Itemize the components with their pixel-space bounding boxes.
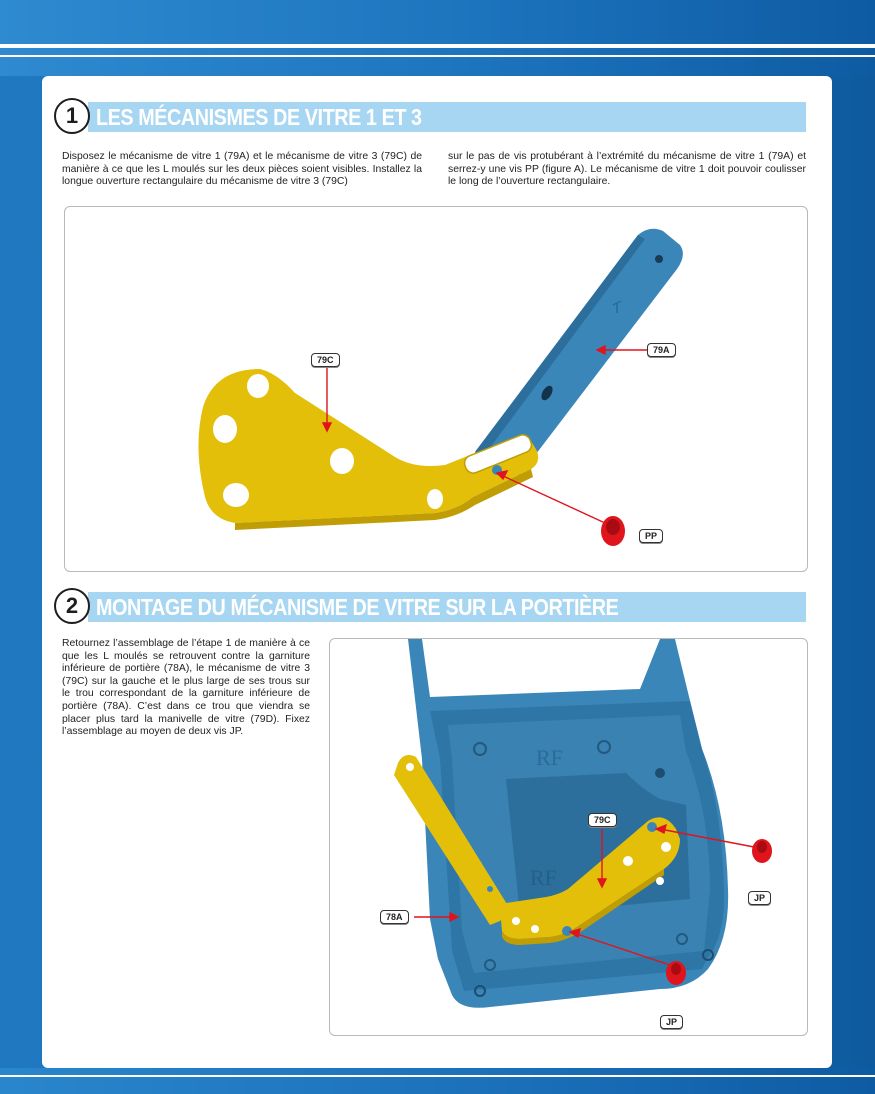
label-jp-1: JP [748, 891, 771, 905]
embossed-rf-2: RF [530, 865, 557, 890]
label-79c: 79C [311, 353, 340, 367]
footer-stripe [0, 1075, 875, 1077]
label-78a: 78A [380, 910, 409, 924]
label-jp-2: JP [660, 1015, 683, 1029]
step-1-figure [64, 206, 808, 572]
instruction-page [42, 76, 832, 1068]
label-79c-step-2: 79C [588, 813, 617, 827]
step-1-number: 1 [54, 98, 90, 134]
step-2-number: 2 [54, 588, 90, 624]
step-1-header [54, 98, 806, 136]
window-mechanism-79c [198, 369, 538, 530]
header-stripe-thin [0, 55, 875, 57]
step-1-illustration [65, 207, 807, 571]
step-2-illustration [330, 639, 807, 1035]
header-stripe [0, 44, 875, 48]
step-2-figure [329, 638, 808, 1036]
label-pp: PP [639, 529, 663, 543]
footer-band [0, 1068, 875, 1094]
screw-pp-icon [601, 516, 625, 546]
step-1-title: LES MÉCANISMES DE VITRE 1 ET 3 [96, 104, 422, 130]
step-2-title: MONTAGE DU MÉCANISME DE VITRE SUR LA PORTIÈRE [96, 594, 619, 620]
embossed-rf-1: RF [536, 745, 563, 770]
label-79a: 79A [647, 343, 676, 357]
screw-jp-icon-1 [752, 839, 772, 863]
step-1-bar [88, 102, 806, 132]
step-1-text-left: Disposez le mécanisme de vitre 1 (79A) et le mécanisme de vitre 3 (79C) de manière à ce que les L moulés sur les deux pièces soient visibles. Installez la longue ouverture rectangulaire du mécanisme de vitre 3 (79C) [62, 151, 422, 188]
step-1-text-right: sur le pas de vis protubérant à l’extrémité du mécanisme de vitre 1 (79A) et serrez-y une vis PP (figure A). Le mécanisme de vitre 1 doit pouvoir coulisser le long de l’ouverture rectangulaire. [448, 151, 806, 188]
step-2-bar [88, 592, 806, 622]
step-2-text: Retournez l’assemblage de l’étape 1 de manière à ce que les L moulés se retrouvent contre la garniture inférieure de portière (78A), le mécanisme de vitre 3 (79C) sur la gauche et le plus large de ses trous sur le trou correspondant de la garniture inférieure de portière (78A). C’est dans ce trou que viendra se placer plus tard la manivelle de vitre (79D). Fixez l’assemblage au moyen de deux vis JP. [62, 638, 310, 738]
header-band [0, 0, 875, 76]
step-2-header [54, 588, 806, 626]
